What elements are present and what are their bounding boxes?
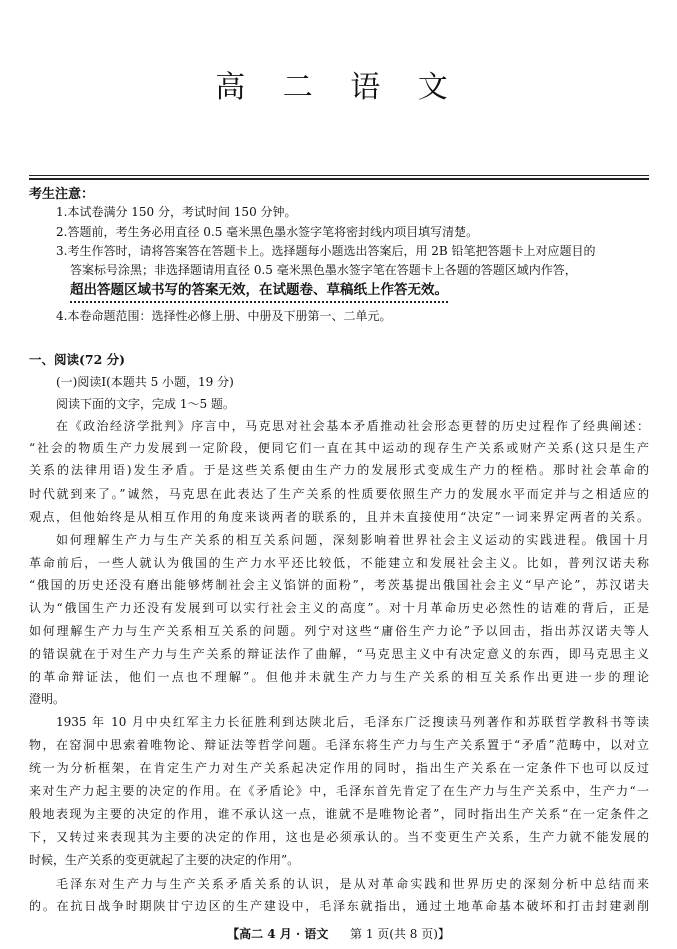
passage-line: 认为“俄国生产力还没有发展到可以实行社会主义的高度”。对十月革命历史必然性的诘难的背后，正是 [29, 601, 649, 615]
page-footer [0, 925, 677, 942]
passage-line: 毛泽东对生产力与生产关系矛盾关系的认识，是从对革命实践和世界历史的深刻分析中总结而来 [56, 877, 649, 891]
instruction: 阅读下面的文字，完成 1～5 题。 [56, 397, 235, 411]
passage-line: 下，又转过来表现其为主要的决定的作用，这也是必须承认的。当不变更生产关系，生产力就不能发展的 [29, 830, 649, 844]
passage-line: 观点，但他始终是从相互作用的角度来谈两者的联系的，且并未直接使用“决定”一词来界定两者的关系。 [29, 510, 649, 524]
passage-line: 物，在窑洞中思索着唯物论、辩证法等哲学问题。毛泽东将生产力与生产关系置于“矛盾”范畴中，以对立 [29, 738, 649, 752]
passage-line: 如何理解生产力与生产关系相互关系的问题。列宁对这些“庸俗生产力论”予以回击，指出苏汉诺夫等人 [29, 624, 649, 638]
passage-line: 时候，生产关系的变更就起了主要的决定的作用”。 [29, 853, 300, 867]
subsection-heading: (一)阅读Ⅰ(本题共 5 小题，19 分) [56, 375, 234, 389]
notice-item-1: 1.本试卷满分 150 分，考试时间 150 分钟。 [56, 205, 297, 219]
passage-line: 来对生产力起主要的决定的作用。在《矛盾论》中，毛泽东首先肯定了在生产力与生产关系中，生产力“一 [29, 784, 649, 798]
notice-item-3-emphasis: 超出答题区域书写的答案无效，在试题卷、草稿纸上作答无效。 [70, 282, 448, 303]
passage-line: 般地表现为主要的决定的作用，谁不承认这一点，谁就不是唯物论者”，同时指出生产关系“在一定条件之 [29, 807, 649, 821]
passage-line: 统一为分析框架，在肯定生产力对生产关系起决定作用的同时，指出生产关系在一定条件下也可以反过 [29, 761, 649, 775]
notice-item-2: 2.答题前，考生务必用直径 0.5 毫米黑色墨水签字笔将密封线内项目填写清楚。 [56, 225, 479, 239]
passage-line: “社会的物质生产力发展到一定阶段，便同它们一直在其中运动的现存生产关系或财产关系(这只是生产 [29, 441, 649, 455]
passage-line: 革命前后，一些人就认为俄国的生产力水平还比较低，不能建立和发展社会主义。比如，普列汉诺夫称 [29, 556, 649, 570]
passage-line: 1935 年 10 月中央红军主力长征胜利到达陕北后，毛泽东广泛搜读马列著作和苏联哲学教科书等读 [56, 715, 649, 729]
passage-line: 的。在抗日战争时期陕甘宁边区的生产建设中，毛泽东就指出，通过土地革命基本破坏和打击封建剥削 [29, 899, 649, 913]
passage-line: 如何理解生产力与生产关系的相互关系问题，深刻影响着世界社会主义运动的实践进程。俄国十月 [56, 533, 649, 547]
footer-label: 【高二 4 月 · 语文 [227, 927, 329, 941]
page-title: 高 二 语 文 [215, 70, 462, 105]
footer-page-number: 第 1 页(共 8 页)】 [350, 927, 450, 941]
passage-line: 时代就到来了。”诚然，马克思在此表达了生产关系的性质要依照生产力的发展水平而定并与之相适应的 [29, 487, 649, 501]
passage-line: 关系的法律用语)发生矛盾。于是这些关系便由生产力的发展形式变成生产力的桎梏。那时社会革命的 [29, 463, 649, 477]
header-rule-thick [29, 178, 649, 180]
passage-line: 澄明。 [29, 692, 66, 706]
passage-line: 在《政治经济学批判》序言中，马克思对社会基本矛盾推动社会形态更替的历史过程作了经典阐述： [56, 419, 649, 433]
notice-item-3-line-2: 答案标号涂黑；非选择题请用直径 0.5 毫米黑色墨水签字笔在答题卡上各题的答题区域内作答， [70, 263, 577, 277]
header-rule-thin [29, 175, 649, 176]
notice-item-3-line-1: 3.考生作答时，请将答案答在答题卡上。选择题每小题选出答案后，用 2B 铅笔把答题卡上对应题目的 [56, 244, 596, 258]
passage-line: 的革命辩证法，他们一点也不理解”。但他并未就生产力与生产关系的相互关系作出更进一步的理论 [29, 670, 649, 684]
section-heading: 一、阅读(72 分) [29, 352, 126, 367]
notice-heading: 考生注意： [29, 187, 95, 202]
passage-line: 的错误就在于对生产力与生产关系的辩证法作了曲解，“马克思主义中有决定意义的东西，即马克思主义 [29, 647, 649, 661]
passage-line: “俄国的历史还没有磨出能够烤制社会主义馅饼的面粉”，考茨基提出俄国社会主义“早产论”，苏汉诺夫 [29, 578, 649, 592]
notice-item-4: 4.本卷命题范围：选择性必修上册、中册及下册第一、二单元。 [56, 309, 392, 323]
